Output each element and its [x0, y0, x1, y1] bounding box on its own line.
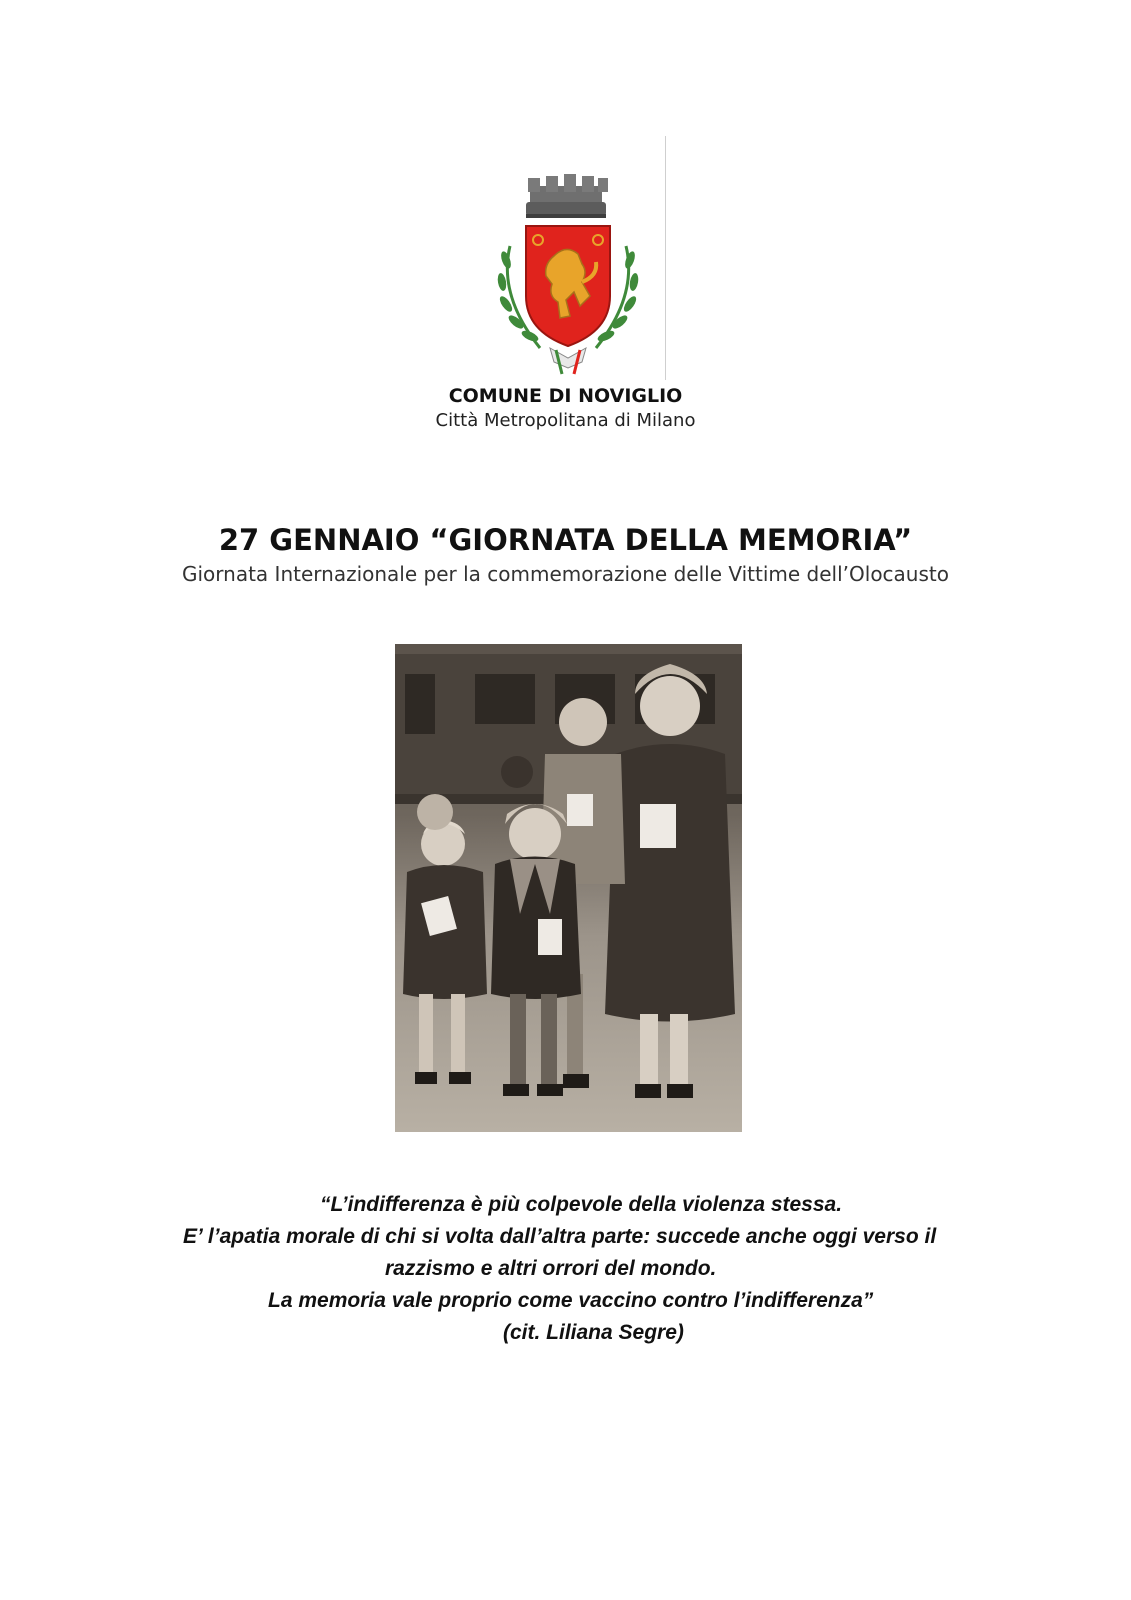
municipal-coat-of-arms-icon [470, 136, 666, 382]
shield-icon [526, 226, 610, 346]
quote-citation: (cit. Liliana Segre) [503, 1321, 684, 1344]
event-title: 27 GENNAIO “GIORNATA DELLA MEMORIA” [218, 523, 913, 557]
quote-line: La memoria vale proprio come vaccino contro l’indifferenza” [268, 1289, 874, 1312]
ribbon-icon [550, 348, 586, 374]
quote-line: “L’indifferenza è più colpevole della violenza stessa. [320, 1193, 843, 1216]
quote-line: E’ l’apatia morale di chi si volta dall’altra parte: succede anche oggi verso il [183, 1225, 937, 1248]
quote-line: razzismo e altri orrori del mondo. [385, 1257, 717, 1280]
event-subtitle: Giornata Internazionale per la commemorazione delle Vittime dell’Olocausto [182, 562, 949, 586]
org-name: COMUNE DI NOVIGLIO [448, 385, 683, 407]
org-subtitle: Città Metropolitana di Milano [435, 410, 696, 431]
emblem-divider [665, 136, 666, 380]
organization-header [0, 383, 1131, 433]
event-title-block [0, 520, 1131, 588]
crown-icon [526, 174, 608, 218]
children-photograph-icon [395, 644, 742, 1132]
